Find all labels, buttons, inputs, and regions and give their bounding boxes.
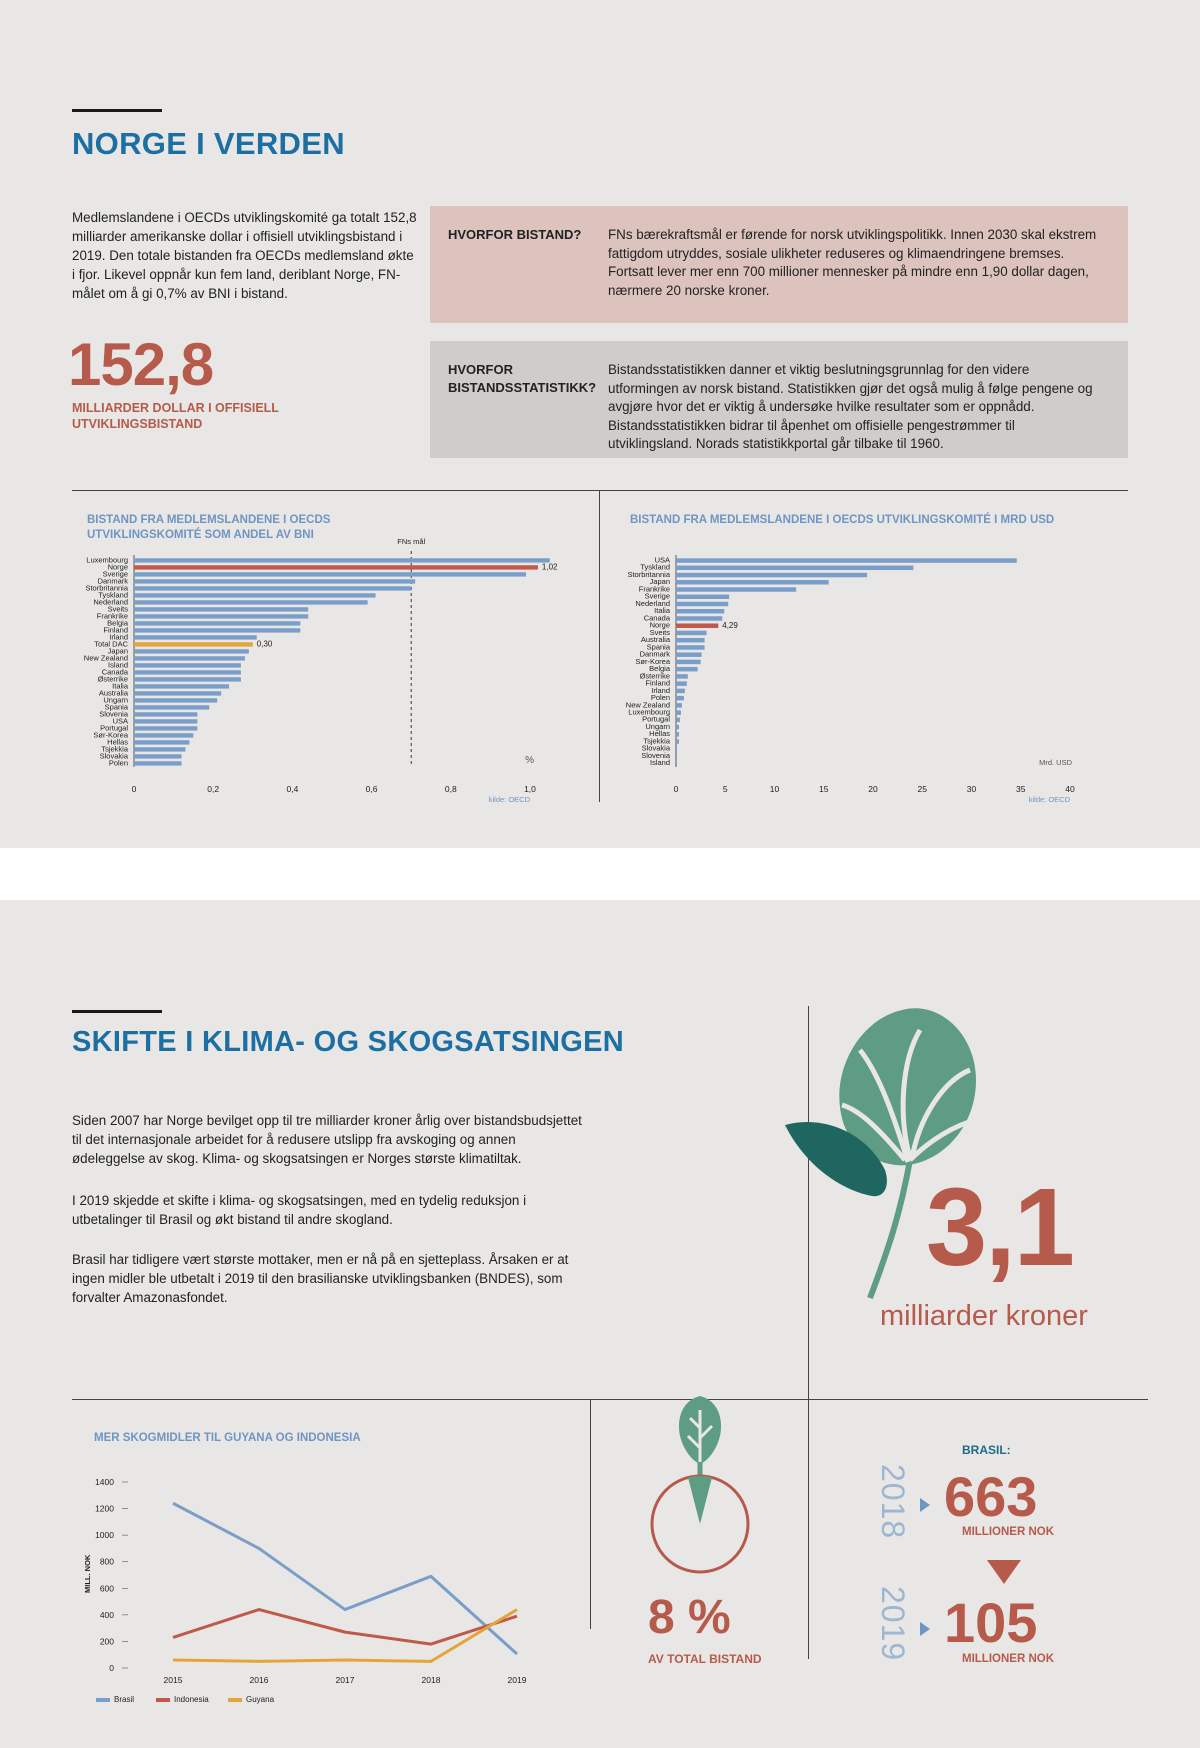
x-tick-label: 0 — [131, 784, 137, 794]
bar — [134, 712, 197, 716]
bar — [676, 710, 681, 714]
category-label: Storbritannia — [627, 569, 670, 579]
category-label: USA — [112, 716, 128, 726]
bar — [676, 761, 677, 765]
category-label: Hellas — [107, 737, 128, 747]
x-tick-label: 30 — [966, 784, 977, 794]
x-tick-label: 1,0 — [524, 784, 536, 794]
bar — [134, 705, 209, 709]
category-label: Hellas — [649, 729, 670, 739]
category-label: Finland — [645, 678, 670, 688]
category-label: Spania — [646, 642, 670, 652]
category-label: Australia — [640, 635, 670, 645]
category-label: Irland — [651, 685, 670, 695]
pct-label: AV TOTAL BISTAND — [648, 1652, 762, 1666]
category-label: Polen — [108, 758, 128, 768]
bar — [134, 649, 249, 653]
bar — [134, 586, 411, 590]
category-label: Finland — [103, 625, 128, 635]
category-label: Tyskland — [98, 590, 128, 600]
category-label: Japan — [107, 646, 128, 656]
arrow-right-icon — [920, 1622, 930, 1636]
bar — [134, 572, 526, 576]
brasil-label: BRASIL: — [962, 1443, 1011, 1457]
bar — [134, 698, 217, 702]
category-label: Belgia — [107, 618, 128, 628]
page-title: SKIFTE I KLIMA- OG SKOGSATSINGEN — [72, 1026, 625, 1058]
category-label: Portugal — [642, 714, 670, 724]
category-label: Slovakia — [641, 743, 670, 753]
vertical-divider-1 — [590, 1399, 591, 1629]
legend-swatch-guyana — [228, 1698, 242, 1702]
big-number: 152,8 — [68, 331, 214, 398]
bar — [134, 733, 193, 737]
y-tick-label: 1000 — [95, 1530, 114, 1541]
x-tick-label: 2016 — [249, 1675, 269, 1685]
bar — [134, 740, 189, 744]
bar — [676, 674, 688, 678]
info-box-text: FNs bærekraftsmål er førende for norsk utviklingspolitikk. Innen 2030 skal ekstrem fattigdom utryddes, sosiale ulikheter reduseres og klimaendringene bremses. Fortsatt lever mer enn 700 millioner mennesker på mindre enn 1,90 dollar dagen, nærmere 20 norske kroner. — [608, 227, 1097, 298]
category-label: Norge — [107, 562, 128, 572]
bottom-divider — [72, 1399, 1148, 1400]
category-label: Irland — [109, 632, 128, 642]
unit-label: Mrd. USD — [1039, 758, 1072, 767]
category-label: Japan — [649, 577, 670, 587]
category-label: Tyskland — [640, 562, 670, 572]
x-tick-label: 0,8 — [444, 784, 457, 794]
value-2019: 105 — [944, 1591, 1038, 1654]
bar — [134, 670, 241, 674]
legend-swatch-indonesia — [156, 1698, 170, 1702]
x-tick-label: 15 — [819, 784, 829, 794]
bar — [676, 602, 728, 606]
x-tick-label: 25 — [917, 784, 927, 794]
paragraph-2: I 2019 skjedde et skifte i klima- og skogsatsingen, med en tydelig reduksjon i utbetalinger til Brasil og økt bistand til andre skogland. — [72, 1193, 527, 1227]
x-tick-label: 0,2 — [207, 784, 220, 794]
bar — [134, 747, 185, 751]
category-label: Portugal — [100, 723, 128, 733]
x-tick-label: 2018 — [421, 1675, 441, 1685]
category-label: Frankrike — [638, 584, 670, 594]
category-label: Storbritannia — [85, 583, 128, 593]
arrow-right-icon — [920, 1498, 930, 1512]
x-tick-label: 0 — [673, 784, 679, 794]
category-label: Belgia — [649, 664, 670, 674]
category-label: Slovenia — [641, 750, 670, 760]
year-2019: 2019 — [875, 1586, 911, 1662]
category-label: Italia — [112, 681, 128, 691]
chart1-title: BISTAND FRA MEDLEMSLANDENE I OECDS UTVIKLINGSKOMITÉ SOM ANDEL AV BNI — [87, 514, 331, 541]
category-label: Ungarn — [103, 695, 128, 705]
bar — [676, 681, 687, 685]
category-label: Frankrike — [96, 611, 128, 621]
category-label: Sveits — [649, 627, 670, 637]
chart-gni-share — [60, 530, 580, 810]
data-label: 4,29 — [722, 620, 738, 630]
bar — [676, 595, 729, 599]
bar — [676, 566, 913, 570]
x-tick-label: 2019 — [507, 1675, 527, 1685]
bar — [676, 754, 677, 758]
bar — [134, 579, 415, 583]
y-axis-label: MILL. NOK — [83, 1554, 92, 1593]
bar — [676, 638, 705, 642]
bar — [676, 718, 680, 722]
bar — [676, 631, 707, 635]
bar — [134, 677, 241, 681]
category-label: Slovenia — [99, 709, 128, 719]
unit-2019: MILLIONER NOK — [962, 1653, 1054, 1665]
reference-line-label: FNs mål — [397, 537, 426, 546]
bar — [676, 732, 679, 736]
bar — [134, 642, 253, 646]
bar — [134, 635, 257, 639]
bar — [134, 621, 300, 625]
info-box-hvorfor-statistikk — [430, 341, 1128, 458]
category-label: Tsjekkia — [101, 744, 128, 754]
info-box-label: HVORFOR BISTANDSSTATISTIKK? — [448, 362, 597, 395]
category-label: Island — [649, 758, 670, 768]
title-rule — [72, 109, 162, 112]
category-label: Spania — [104, 702, 128, 712]
paragraph-3: Brasil har tidligere vært største mottaker, men er nå på en sjetteplass. Årsaken er at ingen midler ble utbetalt i 2019 til den brasilianske utviklingsbanken (BNDES), som forvalter Amazonasfondet. — [72, 1252, 569, 1305]
bar — [134, 558, 550, 562]
bar — [676, 558, 1017, 562]
legend-brasil: Brasil — [114, 1695, 135, 1704]
bar — [134, 656, 245, 660]
unit-label: % — [525, 755, 534, 766]
bar — [676, 580, 829, 584]
bar — [134, 754, 182, 758]
legend-swatch-brasil — [96, 1698, 110, 1702]
bar — [134, 719, 197, 723]
bar — [676, 652, 702, 656]
bar — [676, 689, 685, 693]
bar — [134, 565, 538, 569]
x-tick-label: 2017 — [335, 1675, 355, 1685]
info-box-hvorfor-bistand — [430, 206, 1128, 323]
category-label: USA — [654, 555, 670, 565]
share-ring — [640, 1390, 760, 1590]
source-label: kilde: OECD — [488, 795, 530, 804]
category-label: Sør-Korea — [635, 656, 670, 666]
page-klima-og-skog — [0, 900, 1200, 1748]
category-label: Sveits — [107, 604, 128, 614]
y-tick-label: 1400 — [95, 1477, 114, 1487]
category-label: Slovakia — [99, 751, 128, 761]
arrow-down-icon — [987, 1560, 1021, 1584]
bar — [134, 600, 368, 604]
category-label: New Zealand — [625, 700, 670, 710]
category-label: Australia — [98, 688, 128, 698]
title-rule — [72, 1010, 162, 1013]
year-2018: 2018 — [875, 1464, 911, 1540]
info-box-label: HVORFOR BISTAND? — [448, 227, 582, 242]
legend-indonesia: Indonesia — [174, 1695, 209, 1704]
category-label: Norge — [649, 620, 670, 630]
bar — [676, 609, 724, 613]
category-label: Italia — [654, 606, 670, 616]
bar — [134, 663, 241, 667]
source-label: kilde: OECD — [1028, 795, 1070, 804]
x-tick-label: 0,4 — [286, 784, 299, 794]
category-label: Nederland — [93, 597, 128, 607]
bar — [676, 667, 698, 671]
bar — [676, 645, 705, 649]
category-label: Sverige — [644, 591, 670, 601]
category-label: Polen — [650, 693, 670, 703]
bar — [134, 614, 308, 618]
bar — [676, 616, 722, 620]
bar — [676, 739, 679, 743]
paragraph-1: Siden 2007 har Norge bevilget opp til tre milliarder kroner årlig over bistandsbudsjettet til det internasjonale arbeidet for å redusere utslipp fra avskoging og annen ødeleggelse av skog. Klima- og skogsatsingen er Norges største klimatiltak. — [72, 1113, 582, 1166]
page-title: NORGE I VERDEN — [72, 126, 345, 161]
vertical-divider-2 — [808, 1399, 809, 1659]
pct-value: 8 % — [648, 1591, 731, 1644]
big-number: 3,1 — [926, 1166, 1073, 1289]
legend-guyana: Guyana — [246, 1695, 275, 1704]
category-label: Luxembourg — [86, 555, 128, 565]
category-label: Sverige — [102, 569, 128, 579]
y-tick-label: 400 — [99, 1609, 114, 1620]
category-label: Canada — [101, 667, 128, 677]
bar — [134, 691, 221, 695]
bar — [134, 607, 308, 611]
bar — [676, 587, 796, 591]
bar — [676, 623, 718, 627]
category-label: Tsjekkia — [643, 736, 670, 746]
bar — [676, 725, 679, 729]
data-label: 1,02 — [541, 562, 558, 572]
y-tick-label: 800 — [99, 1556, 114, 1567]
ring-slice — [688, 1476, 712, 1524]
category-label: Ungarn — [645, 721, 670, 731]
bar — [134, 684, 229, 688]
x-tick-label: 5 — [722, 784, 728, 794]
category-label: Total DAC — [94, 639, 128, 649]
category-label: Østerrike — [639, 671, 670, 681]
bar — [676, 573, 867, 577]
intro-text: Medlemslandene i OECDs utviklingskomité ga totalt 152,8 milliarder amerikanske dollar i offisiell utviklingsbistand i 2019. Den totale bistanden fra OECDs medlemsland økte i fjor. Likevel oppnår kun fem land, deriblant Norge, FN-målet om å gi 0,7% av BNI i bistand. — [72, 210, 417, 301]
chart2-title: BISTAND FRA MEDLEMSLANDENE I OECDS UTVIKLINGSKOMITÉ I MRD USD — [630, 514, 1055, 526]
bar — [134, 593, 376, 597]
category-label: Sør-Korea — [93, 730, 128, 740]
y-tick-label: 600 — [99, 1583, 114, 1594]
bar — [676, 747, 677, 751]
data-label: 0,30 — [256, 639, 273, 649]
bar — [134, 726, 197, 730]
category-label: Danmark — [97, 576, 128, 586]
y-tick-label: 200 — [99, 1636, 114, 1647]
info-box-text: Bistandsstatistikken danner et viktig beslutningsgrunnlag for den videre utformingen av norsk bistand. Statistikken gjør det også mulig å følge pengene og avgjøre hvor det er viktig å undersøke hvilke resultater som er oppnådd. Bistandsstatistikken bidrar til åpenhet om offisielle pengestrømmer til utviklingsland. Norads statistikkportal går tilbake til 1960. — [608, 362, 1093, 451]
big-number-label: milliarder kroner — [880, 1300, 1088, 1332]
series-line-guyana — [173, 1610, 517, 1662]
charts-divider — [72, 490, 1128, 491]
chart-mrd-usd — [600, 530, 1120, 810]
x-tick-label: 0,6 — [365, 784, 378, 794]
bar — [676, 703, 682, 707]
category-label: Luxembourg — [628, 707, 670, 717]
category-label: Nederland — [635, 598, 670, 608]
unit-2018: MILLIONER NOK — [962, 1526, 1054, 1538]
category-label: Canada — [643, 613, 670, 623]
x-tick-label: 40 — [1065, 784, 1075, 794]
x-tick-label: 10 — [769, 784, 780, 794]
bar — [134, 628, 300, 632]
y-tick-label: 0 — [109, 1663, 114, 1673]
chart-forest-funds — [70, 1450, 550, 1710]
bar — [134, 761, 182, 765]
category-label: Danmark — [639, 649, 670, 659]
page-norge-i-verden — [0, 0, 1200, 848]
x-tick-label: 35 — [1016, 784, 1026, 794]
x-tick-label: 2015 — [163, 1675, 183, 1685]
y-tick-label: 1200 — [95, 1503, 114, 1514]
bar — [676, 660, 701, 664]
value-2018: 663 — [944, 1465, 1038, 1528]
category-label: Østerrike — [97, 674, 128, 684]
category-label: Island — [107, 660, 128, 670]
chart3-title: MER SKOGMIDLER TIL GUYANA OG INDONESIA — [94, 1432, 361, 1444]
category-label: New Zealand — [83, 653, 128, 663]
bar — [676, 696, 684, 700]
big-number-label: MILLIARDER DOLLAR I OFFISIELL UTVIKLINGSBISTAND — [72, 401, 279, 431]
x-tick-label: 20 — [868, 784, 878, 794]
